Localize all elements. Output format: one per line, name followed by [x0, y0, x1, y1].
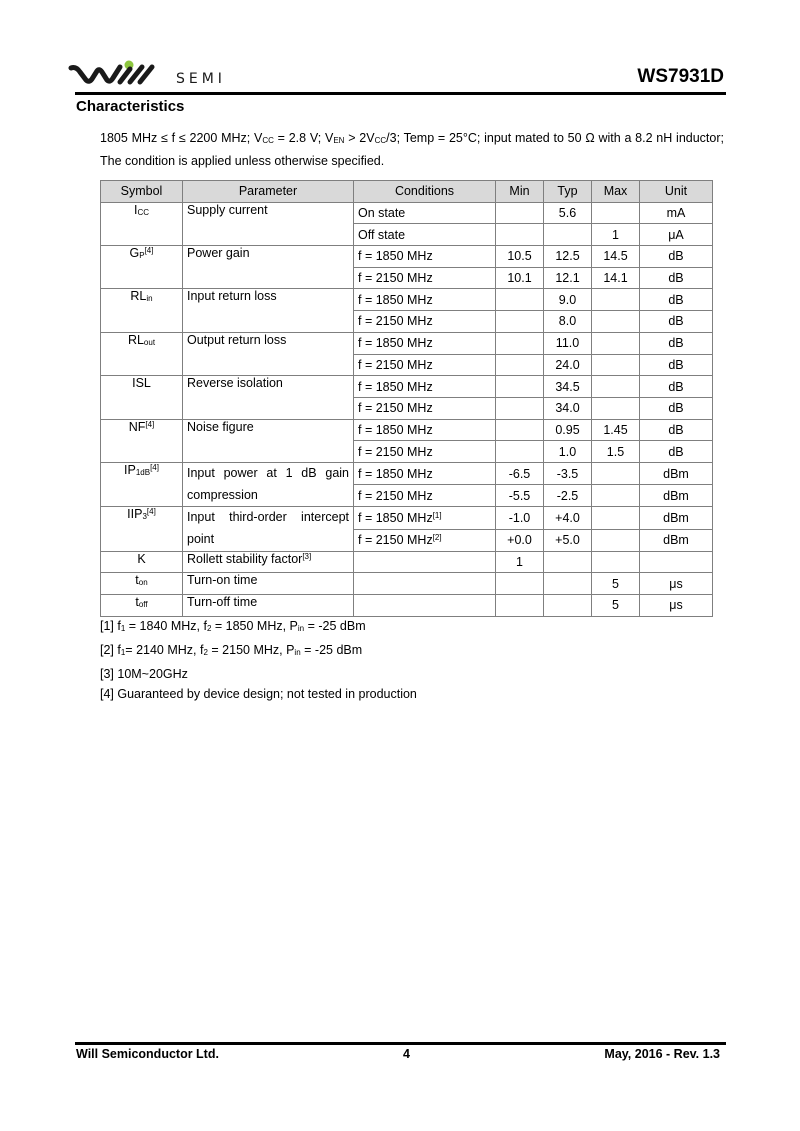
header-max: Max: [592, 181, 640, 203]
footer-company: Will Semiconductor Ltd.: [76, 1047, 219, 1061]
footnote-text: = 2150 MHz, P: [207, 642, 295, 657]
symbol-cell: [101, 419, 183, 462]
min-cell: [496, 289, 544, 311]
condition-cell: [354, 485, 496, 507]
footnote-subscript: in: [294, 647, 301, 657]
conditions-intro: [100, 128, 724, 172]
condition-cell: [354, 267, 496, 289]
min-cell: [496, 224, 544, 246]
parameter-cell: [183, 595, 354, 617]
unit-cell: dB: [640, 311, 713, 333]
unit-cell: dB: [640, 267, 713, 289]
max-cell: [592, 202, 640, 224]
footnote-text: [3] 10M~20GHz: [100, 666, 188, 681]
typ-cell: [544, 595, 592, 617]
intro-text: > 2V: [344, 131, 375, 145]
typ-cell: 24.0: [544, 354, 592, 376]
unit-cell: mA: [640, 202, 713, 224]
parameter-cell: [183, 573, 354, 595]
condition-text: f = 1850 MHz: [358, 249, 433, 264]
parameter-cell: [183, 332, 354, 375]
symbol-text: NF: [128, 419, 146, 434]
intro-subscript: CC: [374, 136, 387, 145]
parameter-cell: [183, 462, 354, 506]
symbol-cell: [101, 573, 183, 595]
footnote-ref: [4]: [146, 507, 156, 517]
condition-text: f = 1850 MHz: [358, 292, 433, 307]
table-body: [101, 202, 713, 616]
intro-text: = 2.8 V;: [273, 131, 325, 145]
symbol-cell: [101, 246, 183, 289]
parameter-cell: [183, 246, 354, 289]
min-cell: [496, 397, 544, 419]
symbol-text: ISL: [132, 376, 151, 391]
unit-cell: dBm: [640, 529, 713, 551]
condition-cell: [354, 419, 496, 441]
condition-cell: [354, 202, 496, 224]
condition-cell: [354, 246, 496, 268]
unit-cell: dB: [640, 354, 713, 376]
min-cell: 10.5: [496, 246, 544, 268]
symbol-subscript: in: [146, 294, 153, 304]
max-cell: [592, 332, 640, 354]
footer-page-number: 4: [403, 1047, 410, 1061]
condition-cell: [354, 441, 496, 463]
max-cell: 14.5: [592, 246, 640, 268]
table-row: [101, 376, 713, 398]
unit-cell: μA: [640, 224, 713, 246]
document-id: WS7931D: [637, 66, 724, 87]
typ-cell: [544, 224, 592, 246]
unit-cell: dBm: [640, 485, 713, 507]
parameter-text: Reverse isolation: [187, 376, 283, 391]
symbol-text: t: [135, 595, 139, 610]
header-conditions: Conditions: [354, 181, 496, 203]
parameter-text: Turn-on time: [187, 573, 258, 588]
min-cell: [496, 419, 544, 441]
max-cell: 1.5: [592, 441, 640, 463]
table-header-row: [101, 181, 713, 203]
condition-text: On state: [358, 206, 406, 221]
footer-revision: May, 2016 - Rev. 1.3: [604, 1047, 720, 1061]
footnote-text: [4] Guaranteed by device design; not tested in production: [100, 687, 417, 702]
max-cell: [592, 529, 640, 551]
header-unit: Unit: [640, 181, 713, 203]
max-cell: [592, 354, 640, 376]
table-row: [101, 573, 713, 595]
min-cell: [496, 573, 544, 595]
condition-text: f = 2150 MHz: [358, 271, 433, 286]
min-cell: [496, 441, 544, 463]
unit-cell: μs: [640, 573, 713, 595]
symbol-text: RL: [127, 332, 144, 347]
characteristics-table: [100, 180, 713, 617]
intro-text: /3; Temp = 25°C; input mated to 50 Ω with a 8.2 nH inductor; The condition is applied unless otherwise specified.: [100, 131, 724, 168]
typ-cell: +4.0: [544, 507, 592, 529]
condition-cell: [354, 289, 496, 311]
min-cell: -1.0: [496, 507, 544, 529]
max-cell: [592, 507, 640, 529]
section-title: Characteristics: [76, 98, 185, 115]
max-cell: [592, 462, 640, 484]
min-cell: -6.5: [496, 462, 544, 484]
will-semi-logo-icon: [68, 58, 258, 88]
condition-text: Off state: [358, 227, 406, 242]
parameter-text: Output return loss: [187, 332, 287, 347]
company-logo: [68, 58, 258, 88]
parameter-text: Input return loss: [187, 289, 277, 304]
parameter-text: Supply current: [187, 202, 268, 217]
table-row: [101, 462, 713, 484]
condition-cell: [354, 397, 496, 419]
typ-cell: 12.1: [544, 267, 592, 289]
unit-cell: dB: [640, 397, 713, 419]
unit-cell: dBm: [640, 507, 713, 529]
footnote-subscript: 1: [120, 624, 126, 633]
footnote-ref: [1]: [432, 510, 442, 520]
min-cell: -5.5: [496, 485, 544, 507]
min-cell: 1: [496, 551, 544, 573]
max-cell: [592, 485, 640, 507]
footnote-ref: [4]: [144, 246, 154, 256]
symbol-cell: [101, 462, 183, 506]
condition-cell: [354, 462, 496, 484]
intro-subscript: CC: [262, 136, 274, 145]
symbol-subscript: 1dB: [135, 467, 151, 477]
min-cell: [496, 311, 544, 333]
typ-cell: 12.5: [544, 246, 592, 268]
parameter-cell: [183, 289, 354, 332]
condition-cell: [354, 507, 496, 529]
max-cell: 5: [592, 573, 640, 595]
condition-text: f = 1850 MHz: [358, 466, 433, 481]
condition-text: f = 1850 MHz: [358, 379, 433, 394]
table-row: [101, 289, 713, 311]
footnote-text: = 1840 MHz, f: [125, 619, 207, 633]
symbol-cell: [101, 595, 183, 617]
unit-cell: dB: [640, 332, 713, 354]
symbol-subscript: 3: [142, 512, 147, 522]
symbol-subscript: P: [139, 251, 145, 261]
min-cell: [496, 376, 544, 398]
condition-text: f = 2150 MHz: [358, 444, 433, 459]
symbol-subscript: CC: [137, 207, 150, 217]
table-row: [101, 595, 713, 617]
parameter-text: Power gain: [187, 246, 250, 261]
symbol-text: RL: [130, 289, 147, 304]
symbol-cell: [101, 376, 183, 419]
header-symbol: Symbol: [101, 181, 183, 203]
parameter-text: Rollett stability factor: [187, 551, 303, 566]
condition-text: f = 1850 MHz: [358, 510, 433, 525]
typ-cell: +5.0: [544, 529, 592, 551]
symbol-subscript: out: [143, 337, 156, 347]
symbol-cell: [101, 507, 183, 551]
symbol-cell: [101, 551, 183, 573]
symbol-subscript: on: [138, 578, 148, 588]
intro-text: V: [324, 131, 334, 145]
parameter-cell: [183, 507, 354, 551]
typ-cell: [544, 573, 592, 595]
symbol-cell: [101, 289, 183, 332]
footnote-ref: [4]: [150, 462, 159, 472]
condition-cell: [354, 551, 496, 573]
unit-cell: dBm: [640, 462, 713, 484]
typ-cell: 11.0: [544, 332, 592, 354]
table-row: [101, 246, 713, 268]
symbol-subscript: off: [138, 600, 148, 610]
logo-text: SEMI: [176, 71, 226, 87]
parameter-cell: [183, 551, 354, 573]
condition-text: f = 2150 MHz: [358, 533, 433, 548]
condition-cell: [354, 332, 496, 354]
max-cell: [592, 551, 640, 573]
footnote-subscript: 2: [206, 624, 212, 633]
footnote-subscript: 2: [203, 647, 208, 657]
parameter-cell: [183, 376, 354, 419]
unit-cell: dB: [640, 441, 713, 463]
footnote-text: = -25 dBm: [300, 642, 363, 657]
unit-cell: [640, 551, 713, 573]
footnote-text: = 1850 MHz, P: [211, 619, 298, 633]
typ-cell: 0.95: [544, 419, 592, 441]
header-typ: Typ: [544, 181, 592, 203]
condition-cell: [354, 224, 496, 246]
footnote-text: = -25 dBm: [304, 619, 366, 633]
unit-cell: dB: [640, 419, 713, 441]
header-parameter: Parameter: [183, 181, 354, 203]
max-cell: 14.1: [592, 267, 640, 289]
intro-subscript: EN: [333, 136, 345, 145]
condition-text: f = 2150 MHz: [358, 314, 433, 329]
parameter-cell: [183, 419, 354, 462]
intro-freq-range: 1805 MHz ≤ f ≤ 2200 MHz;: [100, 131, 254, 145]
parameter-cell: [183, 202, 354, 245]
unit-cell: dB: [640, 246, 713, 268]
max-cell: [592, 311, 640, 333]
footer-divider: [75, 1042, 726, 1045]
header-divider: [75, 92, 726, 95]
footnote-text: = 2140 MHz, f: [125, 642, 204, 657]
typ-cell: 34.0: [544, 397, 592, 419]
typ-cell: [544, 551, 592, 573]
condition-text: f = 2150 MHz: [358, 401, 433, 416]
symbol-text: IP: [124, 462, 136, 477]
footnote-ref: [4]: [145, 419, 155, 429]
typ-cell: 8.0: [544, 311, 592, 333]
max-cell: [592, 397, 640, 419]
condition-cell: [354, 311, 496, 333]
footnote-ref: [3]: [302, 551, 312, 561]
table-row: [101, 202, 713, 224]
footnote-ref: [2]: [432, 533, 442, 543]
table-row: [101, 507, 713, 529]
min-cell: [496, 332, 544, 354]
condition-cell: [354, 573, 496, 595]
condition-cell: [354, 354, 496, 376]
table-row: [101, 332, 713, 354]
min-cell: [496, 354, 544, 376]
max-cell: 5: [592, 595, 640, 617]
footnote-subscript: 1: [120, 647, 126, 657]
min-cell: [496, 595, 544, 617]
condition-text: f = 2150 MHz: [358, 488, 433, 503]
parameter-text: Input power at 1 dB gain compression: [187, 465, 349, 502]
min-cell: [496, 202, 544, 224]
typ-cell: 5.6: [544, 202, 592, 224]
symbol-cell: [101, 332, 183, 375]
symbol-text: t: [135, 573, 139, 588]
max-cell: 1: [592, 224, 640, 246]
footnote-text: [2] f: [100, 642, 121, 657]
unit-cell: dB: [640, 376, 713, 398]
min-cell: 10.1: [496, 267, 544, 289]
table-row: [101, 551, 713, 573]
header-min: Min: [496, 181, 544, 203]
typ-cell: 9.0: [544, 289, 592, 311]
footnote-item: [100, 684, 417, 705]
condition-text: f = 1850 MHz: [358, 422, 433, 437]
max-cell: [592, 289, 640, 311]
intro-text: V: [254, 131, 263, 145]
footnotes: [100, 616, 417, 705]
symbol-cell: [101, 202, 183, 245]
symbol-text: IIP: [127, 507, 143, 522]
condition-text: f = 2150 MHz: [358, 357, 433, 372]
condition-cell: [354, 529, 496, 551]
condition-cell: [354, 376, 496, 398]
unit-cell: μs: [640, 595, 713, 617]
parameter-text: Noise figure: [187, 419, 254, 434]
footnote-text: [1] f: [100, 619, 121, 633]
parameter-text: Turn-off time: [187, 595, 258, 610]
typ-cell: 1.0: [544, 441, 592, 463]
table-row: [101, 419, 713, 441]
symbol-text: G: [129, 246, 140, 261]
footnote-subscript: in: [297, 624, 305, 633]
footnote-item: [100, 616, 417, 640]
symbol-text: I: [133, 202, 138, 217]
condition-text: f = 1850 MHz: [358, 336, 433, 351]
condition-cell: [354, 595, 496, 617]
typ-cell: -2.5: [544, 485, 592, 507]
max-cell: 1.45: [592, 419, 640, 441]
typ-cell: 34.5: [544, 376, 592, 398]
footnote-item: [100, 664, 417, 685]
parameter-text: Input third-order intercept point: [187, 510, 349, 547]
symbol-text: K: [137, 551, 146, 566]
unit-cell: dB: [640, 289, 713, 311]
typ-cell: -3.5: [544, 462, 592, 484]
max-cell: [592, 376, 640, 398]
footnote-item: [100, 640, 417, 664]
min-cell: +0.0: [496, 529, 544, 551]
